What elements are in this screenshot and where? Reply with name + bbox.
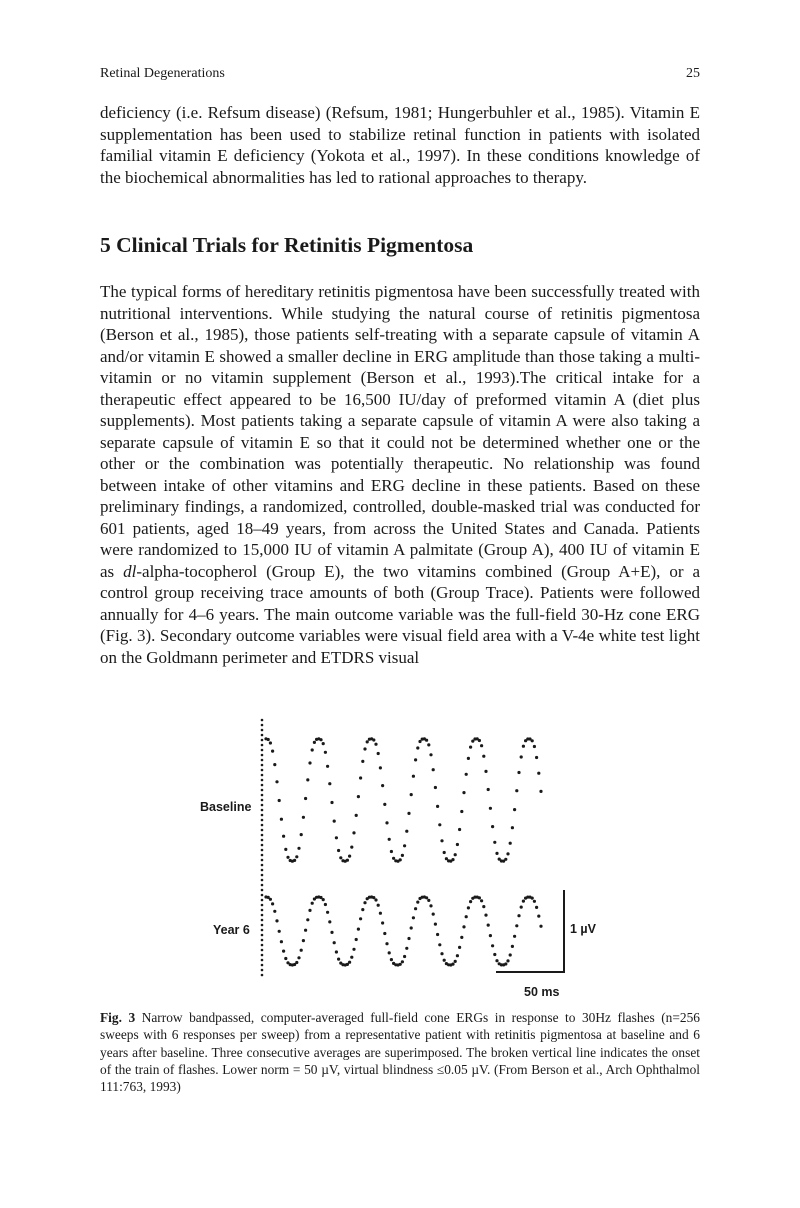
trace-point-baseline — [491, 825, 494, 828]
trace-point-baseline — [330, 801, 333, 804]
trace-point-baseline — [460, 810, 463, 813]
trace-point-baseline — [405, 830, 408, 833]
trace-point-year-6 — [482, 905, 485, 908]
trace-point-baseline — [267, 738, 270, 741]
paragraph-2-part-1: The typical forms of hereditary retinitis pigmentosa have been successfully treated with nutritional interventions. While studying the natural course of retinitis pigmentosa (Berson et al., 1985), those patients self-treating with a separate capsule of vitamin A and/or vitamin E showed a smaller decline in ERG amplitude than those taking a multi-vitamin or no vitamin supplement (Berson et al., 1993).The critical intake for a therapeutic effect appeared to be 16,500 IU/day of preformed vitamin A (diet plus supplements). Most patients taking a separate capsule of vitamin A were also taking a separate capsule of vitamin E so that it could not be determined whether one or the other or the combination was potentially therapeutic. No relationship was found between intake of other vitamins and ERG decline in these patients. Based on these preliminary findings, a randomized, controlled, double-masked trial was conducted for 601 patients, aged 18–49 years, from across the United States and Canada. Patients were randomized to 15,000 IU of vitamin A palmitate (Group A), 400 IU of vitamin E as — [100, 282, 700, 581]
trace-point-year-6 — [302, 939, 305, 942]
trace-point-baseline — [493, 841, 496, 844]
trace-point-year-6 — [355, 938, 358, 941]
trace-point-baseline — [335, 836, 338, 839]
trace-point-baseline — [504, 858, 507, 861]
onset-line-dot — [261, 784, 264, 787]
onset-line-dot — [261, 934, 264, 937]
paragraph-2-part-2: -alpha-tocopherol (Group E), the two vitamins combined (Group A+E), or a control group receiving trace amounts of both (Group Trace). Patients were followed annually for 4–6 years. The main outcome variable was the full-field 30-Hz cone ERG (Fig. 3). Secondary outcome variables were visual field area with a V-4e white test light on the Goldmann perimeter and ETDRS visual — [100, 561, 700, 667]
trace-point-year-6 — [436, 933, 439, 936]
trace-point-baseline — [337, 849, 340, 852]
trace-point-baseline — [465, 773, 468, 776]
trace-point-year-6 — [311, 902, 314, 905]
trace-point-year-6 — [352, 948, 355, 951]
trace-point-year-6 — [491, 944, 494, 947]
trace-point-year-6 — [401, 960, 404, 963]
trace-point-baseline — [418, 740, 421, 743]
trace-point-baseline — [374, 743, 377, 746]
onset-line-dot — [261, 739, 264, 742]
trace-point-year-6 — [405, 947, 408, 950]
trace-point-baseline — [436, 805, 439, 808]
trace-point-baseline — [506, 852, 509, 855]
trace-point-year-6 — [357, 928, 360, 931]
onset-line-dot — [261, 909, 264, 912]
onset-line-dot — [261, 929, 264, 932]
trace-point-year-6 — [372, 896, 375, 899]
trace-point-year-6 — [434, 923, 437, 926]
figure-caption — [100, 1009, 700, 1095]
onset-line-dot — [261, 764, 264, 767]
trace-point-baseline — [407, 812, 410, 815]
trace-point-year-6 — [509, 953, 512, 956]
trace-point-baseline — [403, 844, 406, 847]
trace-point-year-6 — [440, 952, 443, 955]
trace-point-year-6 — [297, 956, 300, 959]
year6-label: Year 6 — [213, 923, 250, 937]
trace-point-baseline — [306, 778, 309, 781]
trace-point-year-6 — [326, 911, 329, 914]
trace-point-year-6 — [403, 955, 406, 958]
onset-line-dot — [261, 869, 264, 872]
trace-point-baseline — [432, 768, 435, 771]
trace-point-year-6 — [513, 935, 516, 938]
trace-point-baseline — [304, 797, 307, 800]
erg-plot — [190, 712, 620, 1002]
trace-point-baseline — [326, 765, 329, 768]
trace-point-baseline — [363, 747, 366, 750]
trace-point-baseline — [319, 738, 322, 741]
onset-line-dot — [261, 974, 264, 977]
onset-line-dot — [261, 719, 264, 722]
trace-point-baseline — [377, 752, 380, 755]
trace-point-baseline — [348, 855, 351, 858]
trace-point-year-6 — [414, 907, 417, 910]
onset-line-dot — [261, 919, 264, 922]
onset-line-dot — [261, 789, 264, 792]
trace-point-year-6 — [269, 898, 272, 901]
onset-line-dot — [261, 744, 264, 747]
trace-point-baseline — [443, 851, 446, 854]
trace-point-year-6 — [363, 901, 366, 904]
trace-point-year-6 — [273, 910, 276, 913]
trace-point-year-6 — [284, 957, 287, 960]
trace-point-baseline — [308, 761, 311, 764]
erg-traces — [261, 719, 543, 977]
trace-point-year-6 — [379, 912, 382, 915]
trace-point-year-6 — [533, 900, 536, 903]
trace-point-baseline — [469, 746, 472, 749]
baseline-label: Baseline — [200, 800, 252, 814]
trace-point-year-6 — [278, 930, 281, 933]
trace-point-year-6 — [517, 914, 520, 917]
trace-point-baseline — [531, 739, 534, 742]
trace-point-year-6 — [335, 950, 338, 953]
onset-line-dot — [261, 809, 264, 812]
trace-point-baseline — [339, 856, 342, 859]
trace-point-year-6 — [275, 919, 278, 922]
trace-point-year-6 — [381, 921, 384, 924]
trace-point-baseline — [454, 853, 457, 856]
trace-point-baseline — [350, 846, 353, 849]
trace-point-baseline — [372, 738, 375, 741]
trace-point-year-6 — [484, 914, 487, 917]
trace-point-baseline — [480, 744, 483, 747]
trace-point-year-6 — [451, 963, 454, 966]
trace-point-baseline — [509, 842, 512, 845]
trace-point-baseline — [361, 760, 364, 763]
onset-line-dot — [261, 854, 264, 857]
trace-point-year-6 — [467, 906, 470, 909]
onset-line-dot — [261, 794, 264, 797]
trace-point-year-6 — [425, 896, 428, 899]
section-heading: 5 Clinical Trials for Retinitis Pigmentosa — [100, 233, 474, 257]
trace-point-year-6 — [328, 920, 331, 923]
trace-point-baseline — [379, 766, 382, 769]
onset-line-dot — [261, 769, 264, 772]
onset-line-dot — [261, 894, 264, 897]
onset-line-dot — [261, 914, 264, 917]
onset-line-dot — [261, 819, 264, 822]
trace-point-baseline — [302, 816, 305, 819]
trace-point-baseline — [414, 758, 417, 761]
trace-point-year-6 — [359, 917, 362, 920]
onset-line-dot — [261, 954, 264, 957]
trace-point-year-6 — [495, 959, 498, 962]
onset-line-dot — [261, 874, 264, 877]
trace-point-year-6 — [537, 915, 540, 918]
onset-line-dot — [261, 754, 264, 757]
trace-point-year-6 — [399, 963, 402, 966]
trace-point-baseline — [322, 742, 325, 745]
onset-line-dot — [261, 884, 264, 887]
trace-point-baseline — [295, 855, 298, 858]
onset-line-dot — [261, 949, 264, 952]
trace-point-baseline — [328, 782, 331, 785]
trace-point-baseline — [311, 748, 314, 751]
onset-line-dot — [261, 779, 264, 782]
trace-point-baseline — [324, 751, 327, 754]
trace-point-baseline — [517, 771, 520, 774]
trace-point-year-6 — [324, 903, 327, 906]
trace-point-year-6 — [390, 958, 393, 961]
trace-point-baseline — [346, 859, 349, 862]
trace-point-baseline — [282, 835, 285, 838]
amplitude-scale-label: 1 µV — [570, 922, 596, 936]
onset-line-dot — [261, 759, 264, 762]
paragraph-1: deficiency (i.e. Refsum disease) (Refsum, 1981; Hungerbuhler et al., 1985). Vitamin E supplementation has been used to stabilize retinal function in patients with isolated familial vitamin E deficiency (Yokota et al., 1997). In these conditions knowledge of the biochemical abnormalities has led to rational approaches to therapy. — [100, 103, 700, 187]
trace-point-baseline — [352, 831, 355, 834]
onset-line-dot — [261, 969, 264, 972]
onset-line-dot — [261, 829, 264, 832]
trace-point-year-6 — [462, 925, 465, 928]
onset-line-dot — [261, 824, 264, 827]
trace-point-year-6 — [515, 924, 518, 927]
trace-point-baseline — [484, 770, 487, 773]
trace-point-baseline — [511, 826, 514, 829]
onset-line-dot — [261, 899, 264, 902]
onset-line-dot — [261, 924, 264, 927]
onset-line-dot — [261, 879, 264, 882]
trace-point-baseline — [271, 750, 274, 753]
trace-point-year-6 — [531, 897, 534, 900]
trace-point-baseline — [293, 859, 296, 862]
trace-point-year-6 — [322, 898, 325, 901]
trace-point-year-6 — [300, 949, 303, 952]
trace-point-year-6 — [458, 946, 461, 949]
trace-point-baseline — [284, 848, 287, 851]
trace-point-year-6 — [429, 904, 432, 907]
trace-point-baseline — [278, 799, 281, 802]
onset-line-dot — [261, 804, 264, 807]
trace-point-baseline — [399, 858, 402, 861]
trace-point-year-6 — [438, 943, 441, 946]
trace-point-year-6 — [377, 904, 380, 907]
trace-point-year-6 — [333, 941, 336, 944]
trace-point-baseline — [390, 850, 393, 853]
caption-text: Narrow bandpassed, computer-averaged full-field cone ERGs in response to 30Hz flashes (n=256 sweeps with 6 responses per sweep) from a representative patient with retinitis pigmentosa at baseline and 6 years after baseline. Three consecutive averages are superimposed. The broken vertical line indicates the onset of the train of flashes. Lower norm = 50 µV, virtual blindness ≤0.05 µV. (From Berson et al., Arch Ophthalmol 111:763, 1993) — [100, 1010, 700, 1095]
trace-point-year-6 — [460, 936, 463, 939]
trace-point-baseline — [300, 833, 303, 836]
trace-point-year-6 — [350, 956, 353, 959]
trace-point-baseline — [520, 755, 523, 758]
trace-point-year-6 — [454, 960, 457, 963]
onset-line-dot — [261, 939, 264, 942]
trace-point-baseline — [359, 776, 362, 779]
trace-point-year-6 — [348, 961, 351, 964]
trace-point-baseline — [487, 788, 490, 791]
trace-point-baseline — [280, 818, 283, 821]
trace-point-baseline — [357, 795, 360, 798]
trace-point-baseline — [410, 793, 413, 796]
trace-point-year-6 — [304, 929, 307, 932]
trace-point-baseline — [297, 847, 300, 850]
trace-point-baseline — [427, 743, 430, 746]
trace-point-baseline — [286, 856, 289, 859]
trace-point-year-6 — [306, 918, 309, 921]
trace-point-baseline — [489, 807, 492, 810]
onset-line-dot — [261, 729, 264, 732]
trace-point-year-6 — [361, 908, 364, 911]
onset-line-dot — [261, 959, 264, 962]
onset-line-dot — [261, 814, 264, 817]
trace-point-year-6 — [271, 902, 274, 905]
trace-point-baseline — [533, 745, 536, 748]
trace-point-year-6 — [432, 913, 435, 916]
paragraph-2 — [100, 281, 700, 668]
trace-point-year-6 — [539, 925, 542, 928]
onset-line-dot — [261, 799, 264, 802]
trace-point-year-6 — [443, 959, 446, 962]
onset-line-dot — [261, 864, 264, 867]
trace-point-year-6 — [282, 950, 285, 953]
trace-point-year-6 — [465, 915, 468, 918]
erg-figure — [190, 712, 620, 1002]
trace-point-year-6 — [416, 901, 419, 904]
trace-point-baseline — [273, 763, 276, 766]
trace-point-baseline — [456, 843, 459, 846]
trace-point-baseline — [482, 755, 485, 758]
trace-point-year-6 — [407, 937, 410, 940]
trace-point-year-6 — [330, 931, 333, 934]
time-scale-label: 50 ms — [524, 985, 560, 999]
trace-point-year-6 — [280, 940, 283, 943]
trace-point-baseline — [425, 739, 428, 742]
trace-point-baseline — [429, 753, 432, 756]
trace-point-year-6 — [337, 958, 340, 961]
paragraph-2-italic: dl — [123, 561, 137, 581]
trace-point-baseline — [269, 741, 272, 744]
trace-point-year-6 — [295, 961, 298, 964]
trace-point-baseline — [385, 821, 388, 824]
trace-point-year-6 — [388, 951, 391, 954]
trace-point-year-6 — [504, 962, 507, 965]
onset-line-dot — [261, 944, 264, 947]
trace-point-year-6 — [480, 899, 483, 902]
trace-point-baseline — [366, 740, 369, 743]
trace-point-year-6 — [427, 899, 430, 902]
onset-line-dot — [261, 844, 264, 847]
trace-point-baseline — [275, 780, 278, 783]
trace-point-year-6 — [469, 900, 472, 903]
trace-point-baseline — [478, 739, 481, 742]
running-head — [100, 66, 700, 86]
trace-point-year-6 — [385, 942, 388, 945]
trace-point-year-6 — [412, 916, 415, 919]
onset-line-dot — [261, 774, 264, 777]
trace-point-baseline — [392, 857, 395, 860]
onset-line-dot — [261, 964, 264, 967]
trace-point-year-6 — [383, 932, 386, 935]
trace-point-year-6 — [489, 934, 492, 937]
trace-point-baseline — [513, 808, 516, 811]
trace-point-baseline — [462, 791, 465, 794]
trace-point-baseline — [438, 823, 441, 826]
onset-line-dot — [261, 889, 264, 892]
trace-point-year-6 — [456, 954, 459, 957]
trace-point-year-6 — [535, 906, 538, 909]
trace-point-year-6 — [520, 906, 523, 909]
trace-point-baseline — [467, 757, 470, 760]
running-head-title: Retinal Degenerations — [100, 66, 225, 81]
onset-line-dot — [261, 849, 264, 852]
trace-point-baseline — [383, 803, 386, 806]
trace-point-baseline — [515, 789, 518, 792]
onset-line-dot — [261, 834, 264, 837]
onset-line-dot — [261, 839, 264, 842]
trace-point-baseline — [381, 784, 384, 787]
trace-point-baseline — [440, 839, 443, 842]
trace-point-year-6 — [506, 959, 509, 962]
trace-point-year-6 — [522, 900, 525, 903]
trace-point-baseline — [539, 790, 542, 793]
trace-point-baseline — [313, 741, 316, 744]
onset-line-dot — [261, 859, 264, 862]
onset-line-dot — [261, 749, 264, 752]
trace-point-baseline — [535, 756, 538, 759]
trace-point-year-6 — [493, 953, 496, 956]
onset-line-dot — [261, 734, 264, 737]
trace-point-year-6 — [478, 896, 481, 899]
trace-point-baseline — [434, 786, 437, 789]
trace-point-year-6 — [511, 945, 514, 948]
trace-point-baseline — [458, 828, 461, 831]
trace-point-baseline — [495, 852, 498, 855]
trace-point-baseline — [388, 838, 391, 841]
trace-point-baseline — [355, 814, 358, 817]
trace-point-baseline — [401, 854, 404, 857]
trace-point-year-6 — [308, 909, 311, 912]
page-number: 25 — [686, 66, 700, 81]
onset-line-dot — [261, 904, 264, 907]
onset-line-dot — [261, 724, 264, 727]
caption-label: Fig. 3 — [100, 1010, 136, 1025]
trace-point-baseline — [451, 858, 454, 861]
trace-point-baseline — [416, 746, 419, 749]
trace-point-baseline — [333, 820, 336, 823]
trace-point-baseline — [537, 772, 540, 775]
trace-point-year-6 — [410, 926, 413, 929]
trace-point-baseline — [522, 745, 525, 748]
trace-point-year-6 — [374, 898, 377, 901]
trace-point-baseline — [412, 775, 415, 778]
trace-point-year-6 — [487, 924, 490, 927]
